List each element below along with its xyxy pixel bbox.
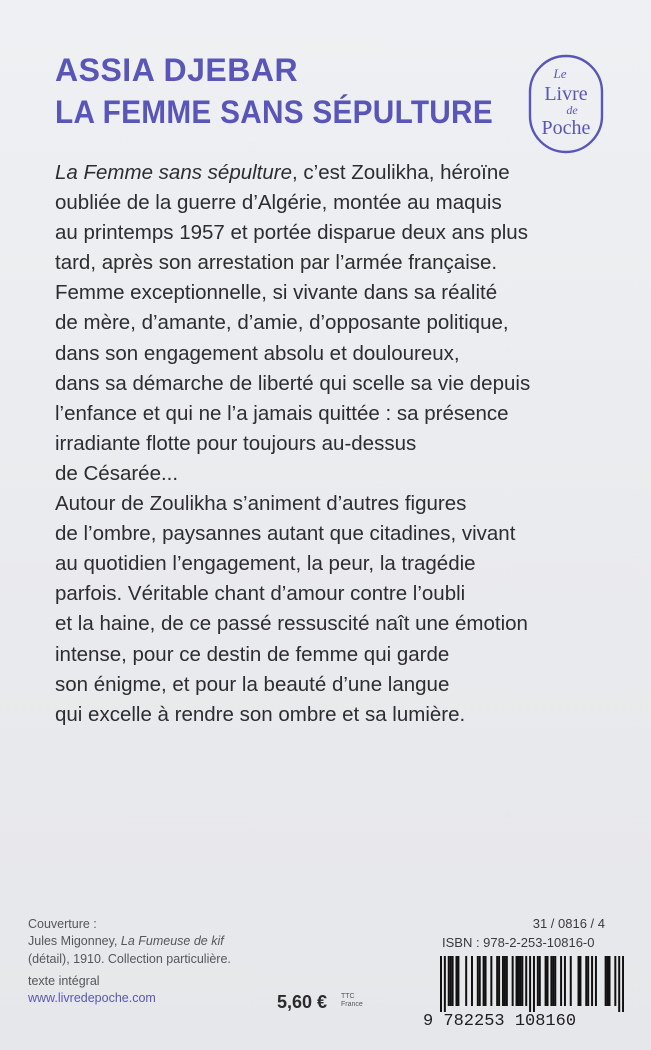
blurb-line: au printemps 1957 et portée disparue deux ans plus [55, 221, 528, 245]
publisher-website: www.livredepoche.com [28, 991, 156, 1006]
blurb-line: tard, après son arrestation par l’armée française. [55, 251, 498, 275]
back-cover-blurb [55, 158, 595, 730]
catalog-reference: 31 / 0816 / 4 [532, 916, 605, 931]
blurb-line: de mère, d’amante, d’amie, d’opposante politique, [55, 311, 509, 335]
credits-detail: (détail), 1910. Collection particulière. [28, 951, 231, 966]
blurb-line: de Césarée... [55, 461, 179, 485]
svg-text:Le: Le [553, 66, 567, 81]
livre-de-poche-logo-icon [528, 54, 604, 154]
book-title: LA FEMME SANS SÉPULTURE [55, 94, 493, 130]
edition-note: texte intégral [28, 973, 100, 988]
isbn-barcode [440, 956, 624, 1012]
svg-text:Poche: Poche [541, 117, 591, 139]
blurb-line: qui excelle à rendre son ombre et sa lumière. [55, 702, 466, 726]
cover-credits [28, 916, 231, 1007]
svg-text:Livre: Livre [544, 83, 588, 105]
blurb-line: oubliée de la guerre d’Algérie, montée au maquis [55, 191, 502, 215]
blurb-line: son énigme, et pour la beauté d’une langue [55, 672, 450, 696]
blurb-line: parfois. Véritable chant d’amour contre l’oubli [55, 582, 466, 606]
blurb-line: et la haine, de ce passé ressuscité naît une émotion [55, 612, 528, 636]
author-name: ASSIA DJEBAR [55, 52, 299, 88]
blurb-line: l’enfance et qui ne l’a jamais quittée : sa présence [55, 401, 509, 425]
blurb-line: Femme exceptionnelle, si vivante dans sa réalité [55, 281, 498, 305]
isbn-number: ISBN : 978-2-253-10816-0 [442, 935, 595, 950]
credits-artwork: Jules Migonney, La Fumeuse de kif [28, 934, 224, 949]
blurb-line: irradiante flotte pour toujours au-dessus [55, 431, 417, 455]
blurb-line: intense, pour ce destin de femme qui garde [55, 642, 450, 666]
blurb-line: dans sa démarche de liberté qui scelle sa vie depuis [55, 371, 531, 395]
blurb-line: dans son engagement absolu et douloureux, [55, 341, 460, 365]
price-note: TTC France [341, 993, 363, 1008]
blurb-line: de l’ombre, paysannes autant que citadines, vivant [55, 522, 516, 546]
barcode-digits: 9 782253 108160 [423, 1012, 577, 1031]
price: 5,60 € [277, 992, 328, 1012]
svg-text:de: de [566, 103, 578, 117]
blurb-line: au quotidien l’engagement, la peur, la tragédie [55, 552, 476, 576]
credits-label: Couverture : [28, 917, 97, 931]
blurb-line: La Femme sans sépulture, c’est Zoulikha, héroïne [55, 161, 510, 184]
blurb-line: Autour de Zoulikha s’animent d’autres figures [55, 492, 467, 516]
